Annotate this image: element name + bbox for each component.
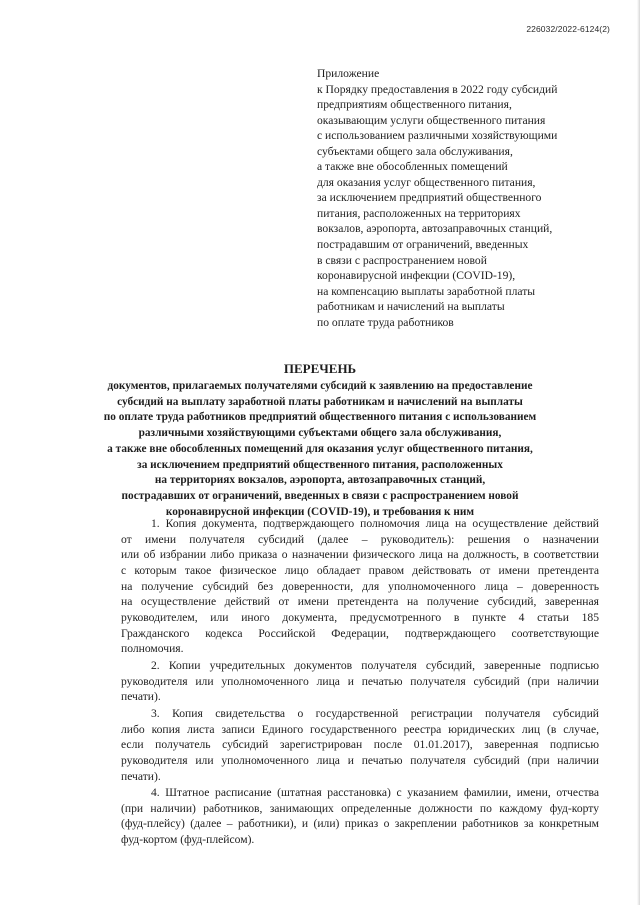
paragraph-line: на получение субсидий без доверенности, для уполномоченного лица – доверенность [121, 579, 599, 593]
paragraph-line: от имени получателя субсидий (далее – руководитель): решения о назначении [121, 532, 599, 546]
document-title-block [90, 360, 550, 520]
paragraph-line: печати). [121, 690, 161, 704]
paragraph-4 [91, 785, 599, 848]
paragraph-line: или об избрании либо приказа о назначении физического лица на должность, в соответствии [121, 548, 599, 562]
subtitle-line: документов, прилагаемых получателями субсидий к заявлению на предоставление [107, 380, 533, 392]
subtitle-line: а также вне обособленных помещений для оказания услуг общественного питания, [107, 442, 533, 455]
paragraph-line: Гражданского кодекса Российской Федерации, подтверждающего соответствующие [121, 626, 599, 640]
paragraph-line: руководителя или уполномоченного лица и печатью получателя субсидий (при наличии [121, 753, 599, 767]
appendix-line: работникам и начислений на выплаты [317, 300, 505, 314]
subtitle-line: коронавирусной инфекции (COVID-19), и требования к ним [165, 505, 475, 518]
appendix-line: для оказания услуг общественного питания, [317, 175, 536, 189]
appendix-line: а также вне обособленных помещений [317, 160, 508, 174]
appendix-header [317, 66, 617, 330]
appendix-line: с использованием различными хозяйствующими [317, 129, 558, 143]
paragraph-line: либо копия листа записи Единого государственного реестра юридических лиц (в случае, [121, 722, 599, 736]
appendix-line: предприятиям общественного питания, [317, 98, 512, 112]
paragraph-line: 2. Копии учредительных документов получателя субсидий, заверенные подписью [151, 658, 599, 672]
appendix-line: пострадавшим от ограничений, введенных [317, 238, 529, 252]
appendix-line: коронавирусной инфекции (COVID-19), [317, 269, 516, 283]
paragraph-line: если получатель субсидий зарегистрирован после 01.01.2017), заверенная подписью [121, 738, 599, 752]
appendix-line: вокзалов, аэропорта, автозаправочных станций, [317, 222, 553, 236]
paragraph-line: (при наличии) работников, занимающих определенные должности по каждому фуд-корту [121, 801, 599, 815]
subtitle-line: на территориях вокзалов, аэропорта, автозаправочных станций, [154, 474, 486, 487]
appendix-line: питания, расположенных на территориях [317, 206, 521, 220]
appendix-line: Приложение [317, 67, 380, 80]
appendix-line: на компенсацию выплаты заработной платы [317, 284, 536, 298]
paragraph-1 [91, 516, 599, 657]
subtitle-line: по оплате труда работников предприятий общественного питания с использованием [103, 411, 537, 424]
appendix-line: к Порядку предоставления в 2022 году субсидий [317, 82, 558, 96]
appendix-line: по оплате труда работников [317, 315, 454, 329]
document-subtitle [90, 379, 550, 520]
paragraph-line: руководителя или уполномоченного лица и печатью получателя субсидий (при наличии [121, 674, 599, 688]
appendix-line: оказывающим услуги общественного питания [317, 113, 546, 127]
paragraph-line: печати). [121, 769, 161, 783]
paragraph-line: руководителем, или иного документа, предусмотренного в пункте 4 статьи 185 [121, 610, 599, 624]
appendix-line: за исключением предприятий общественного [317, 191, 542, 205]
subtitle-line: различными хозяйствующими субъектами общего зала обслуживания, [138, 427, 502, 440]
appendix-line: в связи с распространением новой [317, 253, 487, 267]
paragraph-line: полномочия. [121, 642, 184, 656]
document-body [91, 516, 599, 849]
paragraph-line: с которым такое физическое лицо обладает правом действовать от имени претендента [121, 563, 599, 577]
subtitle-line: пострадавших от ограничений, введенных в связи с распространением новой [121, 489, 519, 502]
subtitle-line: за исключением предприятий общественного питания, расположенных [137, 458, 503, 471]
appendix-line: субъектами общего зала обслуживания, [317, 144, 513, 158]
paragraph-2 [91, 658, 599, 705]
paragraph-line: фуд-кортом (фуд-плейсом). [121, 833, 255, 847]
paragraph-line: 3. Копия свидетельства о государственной регистрации получателя субсидий [151, 706, 599, 720]
paragraph-line: (фуд-плейсу) (далее – работники), и (или) приказ о закреплении работников за конкретным [121, 817, 599, 831]
paragraph-line: 4. Штатное расписание (штатная расстановка) с указанием фамилии, имени, отчества [151, 786, 599, 800]
paragraph-line: 1. Копия документа, подтверждающего полномочия лица на осуществление действий [151, 517, 599, 530]
paragraph-line: на осуществление действий от имени претендента на получение субсидий, заверенная [121, 595, 599, 609]
document-number: 226032/2022-6124(2) [526, 24, 610, 34]
document-title: ПЕРЕЧЕНЬ [283, 361, 357, 376]
subtitle-line: субсидий на выплату заработной платы работникам и начислений на выплаты [117, 395, 523, 408]
paragraph-3 [91, 706, 599, 784]
